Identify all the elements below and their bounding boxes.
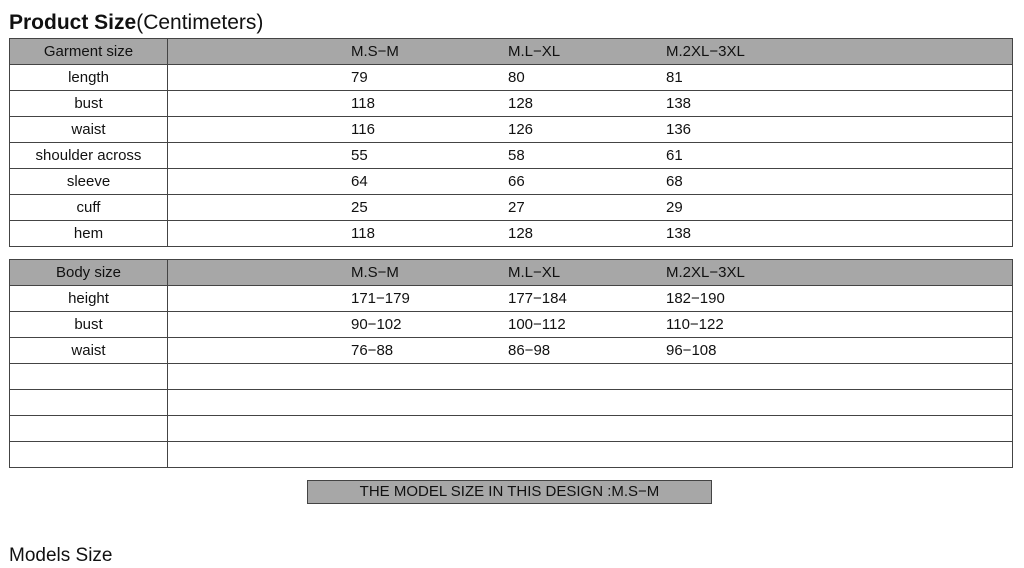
cell-value: 182−190 xyxy=(666,290,725,307)
cell-value: 68 xyxy=(666,173,683,190)
cell-value: 80 xyxy=(508,69,525,86)
cell-value: 126 xyxy=(508,121,534,138)
cell-value: 177−184 xyxy=(508,290,567,307)
row-values xyxy=(168,91,1013,117)
table-header-row xyxy=(10,39,1013,65)
cell-value: 76−88 xyxy=(351,342,394,359)
cell-value: 66 xyxy=(508,173,525,190)
size-col-3: M.2XL−3XL xyxy=(666,264,745,281)
cell-value: 118 xyxy=(351,95,375,112)
body-size-table xyxy=(9,259,1013,468)
table-row xyxy=(10,195,1013,221)
row-label xyxy=(10,364,168,390)
table-row-empty xyxy=(10,442,1013,468)
row-values xyxy=(168,390,1013,416)
row-values xyxy=(168,65,1013,91)
cell-value: 100−112 xyxy=(508,316,566,333)
row-label xyxy=(10,390,168,416)
cell-value: 116 xyxy=(351,121,375,138)
size-col-2: M.L−XL xyxy=(508,43,561,60)
cell-value: 128 xyxy=(508,95,534,112)
row-values xyxy=(168,117,1013,143)
cell-value: 29 xyxy=(666,199,683,216)
cell-value: 90−102 xyxy=(351,316,402,333)
row-values xyxy=(168,416,1013,442)
title-main: Product Size xyxy=(9,11,137,34)
cell-value: 138 xyxy=(666,225,692,242)
garment-size-table xyxy=(9,38,1013,247)
models-size-heading: Models Size xyxy=(9,545,113,566)
size-col-1: M.S−M xyxy=(351,43,399,60)
cell-value: 27 xyxy=(508,199,525,216)
row-values xyxy=(168,221,1013,247)
table-row-empty xyxy=(10,390,1013,416)
row-values xyxy=(168,364,1013,390)
table-row xyxy=(10,117,1013,143)
row-label: bust xyxy=(10,91,168,117)
row-label: height xyxy=(10,286,168,312)
model-size-banner: THE MODEL SIZE IN THIS DESIGN :M.S−M xyxy=(307,480,712,504)
row-values xyxy=(168,143,1013,169)
cell-value: 128 xyxy=(508,225,534,242)
cell-value: 171−179 xyxy=(351,290,410,307)
cell-value: 96−108 xyxy=(666,342,717,359)
row-label: sleeve xyxy=(10,169,168,195)
row-label: shoulder across xyxy=(10,143,168,169)
cell-value: 86−98 xyxy=(508,342,551,359)
table-row-empty xyxy=(10,364,1013,390)
cell-value: 58 xyxy=(508,147,525,164)
cell-value: 79 xyxy=(351,69,368,86)
cell-value: 118 xyxy=(351,225,375,242)
cell-value: 110−122 xyxy=(666,316,724,333)
size-col-1: M.S−M xyxy=(351,264,399,281)
row-label xyxy=(10,442,168,468)
table-row xyxy=(10,143,1013,169)
row-values xyxy=(168,442,1013,468)
table-row-empty xyxy=(10,416,1013,442)
cell-value: 136 xyxy=(666,121,692,138)
title-unit: (Centimeters) xyxy=(136,11,264,34)
cell-value: 25 xyxy=(351,199,368,216)
table-row xyxy=(10,65,1013,91)
table-row xyxy=(10,312,1013,338)
row-label: waist xyxy=(10,338,168,364)
table-header-row xyxy=(10,260,1013,286)
cell-value: 138 xyxy=(666,95,692,112)
cell-value: 55 xyxy=(351,147,368,164)
cell-value: 81 xyxy=(666,69,683,86)
table-row xyxy=(10,286,1013,312)
row-label: hem xyxy=(10,221,168,247)
page-title xyxy=(9,10,263,36)
cell-value: 61 xyxy=(666,147,683,164)
size-col-2: M.L−XL xyxy=(508,264,561,281)
table-row xyxy=(10,91,1013,117)
cell-value: 64 xyxy=(351,173,368,190)
row-label: waist xyxy=(10,117,168,143)
size-col-3: M.2XL−3XL xyxy=(666,43,745,60)
table-row xyxy=(10,169,1013,195)
header-sizes xyxy=(168,39,1013,65)
row-values xyxy=(168,338,1013,364)
header-sizes xyxy=(168,260,1013,286)
row-label: bust xyxy=(10,312,168,338)
row-label: length xyxy=(10,65,168,91)
row-values xyxy=(168,169,1013,195)
row-label: cuff xyxy=(10,195,168,221)
table-row xyxy=(10,221,1013,247)
row-values xyxy=(168,286,1013,312)
table-row xyxy=(10,338,1013,364)
row-values xyxy=(168,195,1013,221)
header-label: Body size xyxy=(10,260,168,286)
row-values xyxy=(168,312,1013,338)
row-label xyxy=(10,416,168,442)
header-label: Garment size xyxy=(10,39,168,65)
